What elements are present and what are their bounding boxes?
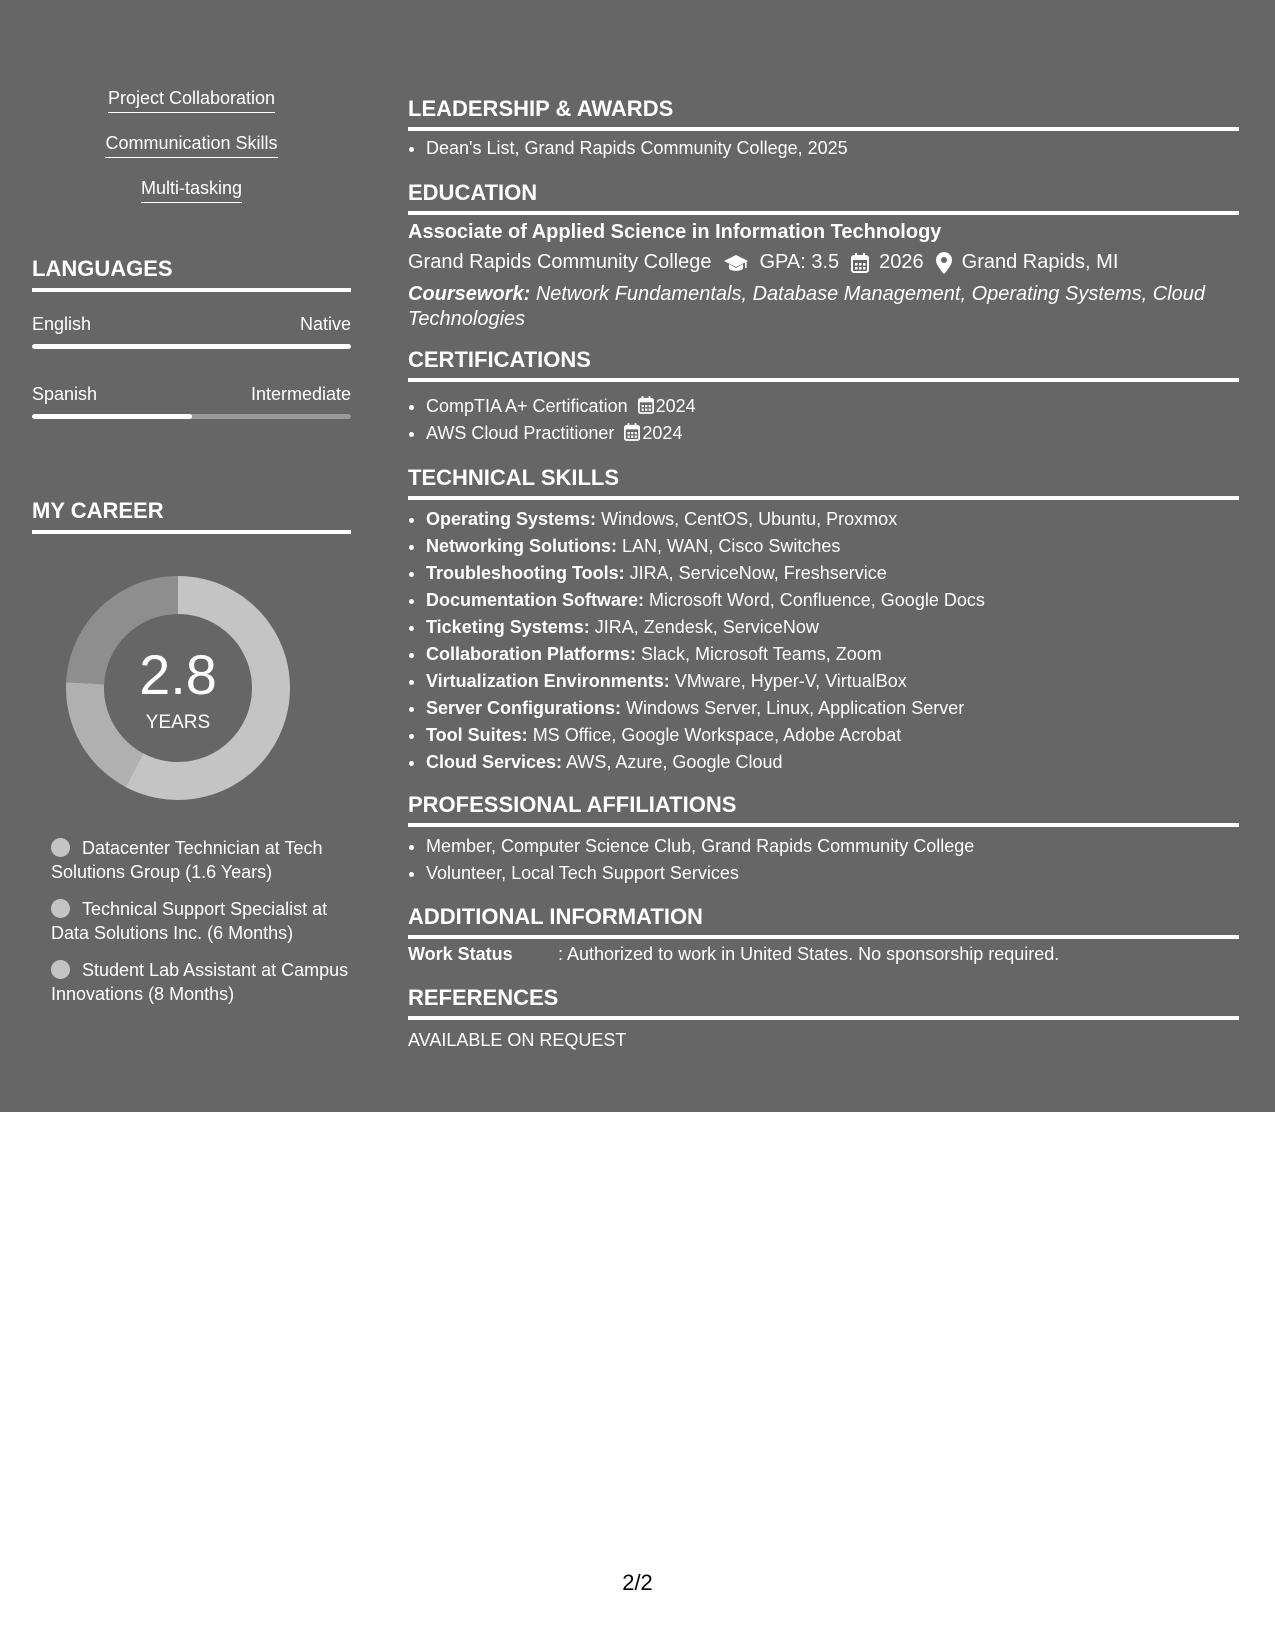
education-details <box>408 251 1118 274</box>
certification-year: 2024 <box>642 423 683 443</box>
languages-heading: LANGUAGES <box>32 256 351 292</box>
donut-segment <box>66 682 143 787</box>
career-list-item: Datacenter Technician at Tech Solutions Group (1.6 Years) <box>51 838 323 882</box>
calendar-icon <box>638 396 654 414</box>
list-item <box>426 420 1239 447</box>
language-level: Intermediate <box>250 384 351 404</box>
language-bar <box>32 344 351 349</box>
language-row <box>32 314 351 335</box>
gpa: GPA: 3.5 <box>759 251 840 273</box>
list-item: • Networking Solutions: LAN, WAN, Cisco Switches <box>426 533 1239 560</box>
bullet-dot-icon <box>51 838 70 857</box>
school-location: Grand Rapids, MI <box>961 251 1119 273</box>
list-item: • Volunteer, Local Tech Support Services <box>426 860 1239 887</box>
certification-name: AWS Cloud Practitioner <box>426 423 615 443</box>
technical-skills-list <box>408 506 1239 776</box>
calendar-icon <box>624 423 640 441</box>
list-item: • Documentation Software: Microsoft Word, Confluence, Google Docs <box>426 587 1239 614</box>
technical-skills-heading: TECHNICAL SKILLS <box>408 465 1239 500</box>
references-heading: REFERENCES <box>408 985 1239 1020</box>
language-name: Spanish <box>32 384 98 404</box>
bullet-dot-icon <box>51 960 70 979</box>
affiliations-list <box>408 833 1239 887</box>
graduation-cap-icon <box>723 253 749 273</box>
coursework-label: Coursework: <box>408 283 531 305</box>
list-item: • Dean's List, Grand Rapids Community College, 2025 <box>426 135 1239 162</box>
language-level: Native <box>299 314 351 334</box>
career-heading: MY CAREER <box>32 498 351 534</box>
calendar-icon <box>851 253 869 273</box>
language-bar-fill <box>32 344 351 349</box>
map-pin-icon <box>936 252 952 274</box>
page-number: 2/2 <box>622 1570 653 1595</box>
degree-title: Associate of Applied Science in Information Technology <box>408 221 942 243</box>
work-status-value: : Authorized to work in United States. No sponsorship required. <box>558 944 1060 964</box>
certification-year: 2024 <box>655 396 696 416</box>
coursework-list: Network Fundamentals, Database Management, Operating Systems, Cloud Technologies <box>408 283 1206 330</box>
list-item: • Server Configurations: Windows Server, Linux, Application Server <box>426 695 1239 722</box>
additional-info-heading: ADDITIONAL INFORMATION <box>408 904 1239 939</box>
list-item: • Cloud Services: AWS, Azure, Google Cloud <box>426 749 1239 776</box>
certifications-list <box>408 393 1239 447</box>
list-item <box>426 393 1239 420</box>
language-bar <box>32 414 351 419</box>
list-item: • Collaboration Platforms: Slack, Microsoft Teams, Zoom <box>426 641 1239 668</box>
graduation-year: 2026 <box>879 251 924 273</box>
strength-item: Project Collaboration <box>32 88 351 113</box>
references-text: AVAILABLE ON REQUEST <box>408 1030 627 1050</box>
list-item: • Member, Computer Science Club, Grand Rapids Community College <box>426 833 1239 860</box>
certification-name: CompTIA A+ Certification <box>426 396 628 416</box>
strength-item: Multi-tasking <box>32 178 351 203</box>
school-name: Grand Rapids Community College <box>408 251 712 273</box>
language-bar-fill <box>32 414 192 419</box>
list-item: • Virtualization Environments: VMware, Hyper-V, VirtualBox <box>426 668 1239 695</box>
language-name: English <box>32 314 92 334</box>
certifications-heading: CERTIFICATIONS <box>408 347 1239 382</box>
strength-item: Communication Skills <box>32 133 351 158</box>
career-total-value: 2.8 <box>139 643 217 706</box>
language-row <box>32 384 351 405</box>
career-donut-chart <box>66 576 290 800</box>
bullet-dot-icon <box>51 899 70 918</box>
affiliations-heading: PROFESSIONAL AFFILIATIONS <box>408 792 1239 827</box>
list-item: • Ticketing Systems: JIRA, Zendesk, ServiceNow <box>426 614 1239 641</box>
leadership-heading: LEADERSHIP & AWARDS <box>408 96 1239 131</box>
career-list-item: Student Lab Assistant at Campus Innovations (8 Months) <box>51 960 349 1004</box>
work-status-row <box>408 944 1059 965</box>
career-list-item: Technical Support Specialist at Data Solutions Inc. (6 Months) <box>51 899 328 943</box>
education-heading: EDUCATION <box>408 180 1239 215</box>
list-item: • Tool Suites: MS Office, Google Workspace, Adobe Acrobat <box>426 722 1239 749</box>
work-status-label: Work Status <box>408 944 513 964</box>
leadership-list <box>408 135 1239 162</box>
list-item: • Troubleshooting Tools: JIRA, ServiceNow, Freshservice <box>426 560 1239 587</box>
coursework <box>408 282 1239 332</box>
career-total-unit: YEARS <box>145 712 211 733</box>
list-item: • Operating Systems: Windows, CentOS, Ubuntu, Proxmox <box>426 506 1239 533</box>
